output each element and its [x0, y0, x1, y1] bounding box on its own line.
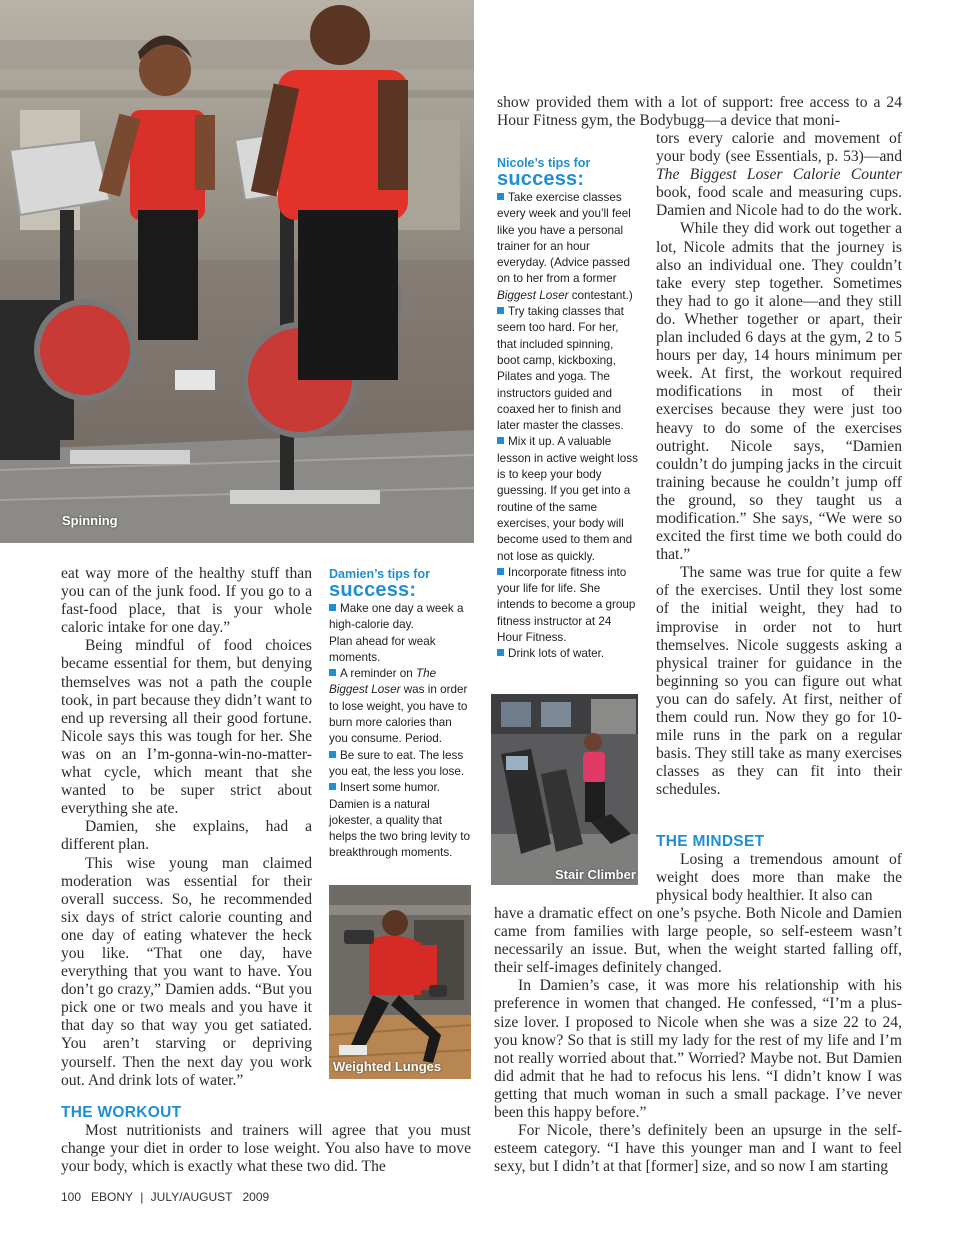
spinning-photo: [0, 0, 474, 543]
weighted-lunges-photo: [329, 885, 471, 1079]
issue-date: JULY/AUGUST: [150, 1190, 233, 1204]
damien-tip-3: Be sure to eat. The less you eat, the less you lose.: [329, 748, 465, 778]
bullet-icon: [329, 669, 336, 676]
nicole-tips-box: [497, 156, 638, 663]
left-paragraph-3: Damien, she explains, had a different plan.: [61, 818, 312, 854]
damien-tips-heading: success:: [329, 579, 417, 601]
nicole-tip-4: Incorporate fitness into your life for life. She intends to become a group fitness instructor at 24 Hour Fitness.: [497, 565, 636, 645]
damien-tips-box: [329, 567, 471, 862]
nicole-tip-2: Try taking classes that seem too hard. For her, that included spinning, boot camp, kickboxing, Pilates and yoga. The instructors guided and coaxed her to finish and later master the classes.: [497, 305, 624, 433]
stair-climber-caption: Stair Climber: [555, 867, 636, 882]
right-paragraph-3: The same was true for quite a few of the exercises. Until they lost some of the initial weight, they had to improvise in order not to hurt themselves. Nicole suggests asking a physical trainer for guidance in the beginning so you can figure out what you can do safely. At first, neither of them could run. Now they go for 10-mile runs in the park on a regular basis. They still take as many exercises classes as they can fit into their schedules.: [656, 564, 902, 799]
issue-year: 2009: [242, 1190, 270, 1204]
nicole-tip-5: Drink lots of water.: [497, 646, 638, 662]
right-paragraph-2: While they did work out together a lot, Nicole admits that the journey is also an individual one. They couldn’t take every step together. Sometimes they had to go it alone—and they still do. Whether together or apart, their plan included 6 days at the gym, 2 to 5 hours per day, 14 hours minimum per week. At first, the workout required modifications in most of their exercises because they were just too heavy to do some of the exercises outright. Nicole says, “Damien couldn’t do jumping jacks in the circuit training because he couldn’t jump off the ground, so they taught us a modification.” She says, “We were so excited the first time we both could do that.”: [656, 220, 902, 564]
damien-tip-1: Make one day a week a high-calorie day.: [329, 602, 464, 632]
mindset-narrow-text: Losing a tremendous amount of weight does more than make the physical body healthier. It also can: [656, 851, 902, 905]
left-paragraph-2: Being mindful of food choices became essential for them, but denying themselves was not a path the couple took, in part because they didn’t want to end up reversing all their good fortune. Nicole says this was tough for her. She was on an I’m-gonna-win-no-matter-what cycle, which meant that she wanted to be super strict about everything she ate.: [61, 637, 312, 818]
page-number: 100: [61, 1190, 82, 1204]
damien-tip-4: Insert some humor. Damien is a natural jokester, a quality that helps the two bring levity to breakthrough moments.: [329, 781, 470, 860]
left-paragraph-4: This wise young man claimed moderation was essential for their overall success. So, he recommended six days of strict calorie counting and one day of eating whatever the heck you like. “That one day, have everything that you want to have. You don’t go crazy,” Damien adds. “But you pick one or two meals and you have it that day so that way you get satiated. You aren’t starving or depriving yourself. Then the next day you work out. And drink lots of water.”: [61, 854, 312, 1089]
mindset-wide-text: have a dramatic effect on one’s psyche. Both Nicole and Damien came from families with large people, so self-esteem wasn’t necessarily an issue. But, when the weight started falling off, their self-images definitely changed. In Damien’s case, it was more his relationship with his preference in women that changed. He confessed, “I’m a plus-size lover. I proposed to Nicole when she was a size 22 to 24, you know? So that is still my lady for the rest of my life and I’m not really worried about that.” Worried? Maybe not. But Damien did admit that he had to refocus his lens. “I didn’t know I was getting that much woman in such a small package. I’ve never been this happy before.” For Nicole, there’s definitely been an upsurge in the self-esteem category. “I have this younger man and I want to feel sexy, but I didn’t at that [former] size, and so now I am starting: [494, 905, 902, 1176]
left-paragraph-1: eat way more of the healthy stuff than you can of the junk food. If you go to a fast-food place, that is your whole caloric intake for one day.”: [61, 565, 312, 637]
stair-climber-photo: [491, 694, 638, 885]
workout-text: Most nutritionists and trainers will agree that you must change your diet in order to lose weight. You also have to move your body, which is exactly what these two did. The: [61, 1122, 471, 1176]
damien-tip-1b: Plan ahead for weak moments.: [329, 634, 436, 664]
bullet-icon: [497, 649, 504, 656]
right-paragraph-1: tors every calorie and movement of your body (see Essentials, p. 53)—and The Biggest Loser Calorie Counter book, food scale and measuring cups. Damien and Nicole had to do the work.: [656, 130, 902, 220]
right-column-top-text: show provided them with a lot of support: free access to a 24 Hour Fitness gym, the Bodybugg—a device that moni-: [497, 94, 902, 130]
weighted-lunges-caption: Weighted Lunges: [333, 1059, 442, 1074]
nicole-tips-heading: success:: [497, 168, 585, 190]
nicole-tip-1: Take exercise classes every week and you’ll feel like you have a personal trainer for an hour everyday. (Advice passed on to her from a former Biggest Loser contestant.): [497, 191, 633, 302]
bullet-icon: [329, 751, 336, 758]
spinning-caption: Spinning: [62, 513, 118, 528]
page-footer: [61, 1190, 269, 1204]
mindset-heading: THE MINDSET: [656, 833, 765, 850]
bullet-icon: [497, 437, 504, 444]
magazine-name: EBONY: [91, 1190, 133, 1204]
bullet-icon: [497, 568, 504, 575]
bullet-icon: [497, 193, 504, 200]
right-column-text: [656, 130, 902, 799]
workout-heading: THE WORKOUT: [61, 1104, 182, 1121]
nicole-tip-3: Mix it up. A valuable lesson in active weight loss is to keep your body guessing. If you get into a routine of the same exercises, your body will become used to them and not lose as quickly.: [497, 435, 638, 563]
mindset-paragraph-3: For Nicole, there’s definitely been an upsurge in the self-esteem category. “I have this younger man and I want to feel sexy, but I didn’t at that [former] size, and so now I am starting: [494, 1122, 902, 1176]
damien-tip-2: A reminder on The Biggest Loser was in order to lose weight, you have to burn more calories than you consume. Period.: [329, 667, 468, 746]
left-column-text: [61, 565, 312, 1090]
bullet-icon: [497, 307, 504, 314]
mindset-paragraph-2: In Damien’s case, it was more his relationship with his preference in women that changed. He confessed, “I’m a plus-size lover. I proposed to Nicole when she was a size 22 to 24, you know? So that is still my lady for the rest of my life and I’m not really worried about that.” Worried? Maybe not. But Damien did admit that he had to refocus his lens. “I didn’t know I was getting that much woman in such a small package. I’ve never been this happy before.”: [494, 977, 902, 1122]
nicole-tips-kicker: Nicole’s tips for: [497, 156, 591, 170]
bullet-icon: [329, 604, 336, 611]
footer-separator: |: [140, 1190, 144, 1204]
damien-tips-kicker: Damien’s tips for: [329, 567, 430, 581]
bullet-icon: [329, 783, 336, 790]
